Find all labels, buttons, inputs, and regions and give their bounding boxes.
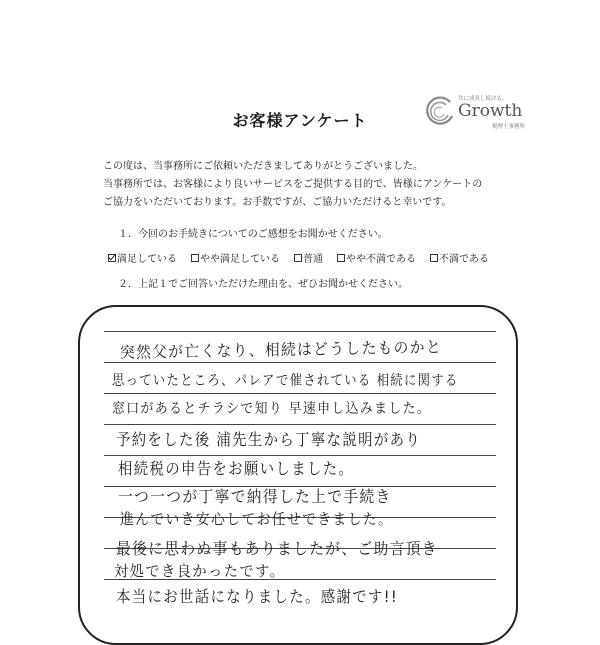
handwritten-line: 思っていたところ、パレアで催されている 相続に関する [112, 373, 459, 389]
question-1: １．今回のお手続きについてのご感想をお聞かせください。 [118, 229, 388, 240]
option-label: やや満足している [200, 254, 280, 265]
option-label: やや不満である [346, 254, 416, 265]
checkbox[interactable] [430, 254, 438, 262]
handwritten-line: 窓口があるとチラシで知り 早速申し込みました。 [112, 401, 432, 417]
handwritten-line: 一つ一つが丁寧で納得した上で手続き [118, 487, 392, 506]
logo-brand: Growth [458, 101, 523, 121]
option-neutral[interactable] [294, 250, 323, 265]
intro-line: 当事務所では、お客様により良いサービスをご提供する目的で、皆様にアンケートの [103, 179, 483, 190]
handwritten-line: 突然父が亡くなり、相続はどうしたものかと [119, 337, 443, 362]
option-label: 不満である [439, 254, 489, 265]
logo-tagline: 共に成長し続ける。 [458, 96, 508, 102]
intro-line: ご協力をいただいております。お手数ですが、ご協力いただけると幸いです。 [103, 197, 452, 208]
intro-paragraph [103, 158, 482, 212]
ruled-line [104, 424, 496, 425]
survey-title: お客様アンケート [232, 111, 368, 130]
option-somewhat-dissatisfied[interactable] [337, 250, 416, 265]
handwritten-line: 予約をした後 浦先生から丁寧な説明があり [116, 430, 422, 449]
handwritten-line: 本当にお世話になりました。感謝です!! [116, 587, 399, 606]
checkbox[interactable] [337, 254, 345, 262]
ruled-line [104, 331, 496, 332]
logo-subtitle: 税理士事務所 [492, 124, 526, 130]
option-label: 普通 [303, 254, 323, 265]
option-dissatisfied[interactable] [430, 250, 489, 265]
handwritten-line: 相続税の申告をお願いしました。 [118, 459, 355, 478]
option-label: 満足している [117, 254, 177, 265]
option-satisfied[interactable] [108, 250, 177, 265]
checkbox[interactable] [191, 254, 199, 262]
question-2: ２．上記１でご回答いただけた理由を、ぜひお聞かせください。 [118, 279, 408, 290]
satisfaction-options [108, 250, 508, 265]
ruled-line [104, 393, 496, 394]
intro-line: この度は、当事務所にご依頼いただきましてありがとうございました。 [103, 161, 423, 172]
handwritten-line: 最後に思わぬ事もありましたが、ご助言頂き [116, 539, 439, 558]
handwritten-line: 進んでいき安心してお任せできました。 [120, 510, 394, 528]
option-somewhat-satisfied[interactable] [191, 250, 280, 265]
handwritten-line: 対処でき良かったです。 [114, 562, 286, 580]
checkbox-checked[interactable] [108, 254, 116, 262]
checkbox[interactable] [294, 254, 302, 262]
